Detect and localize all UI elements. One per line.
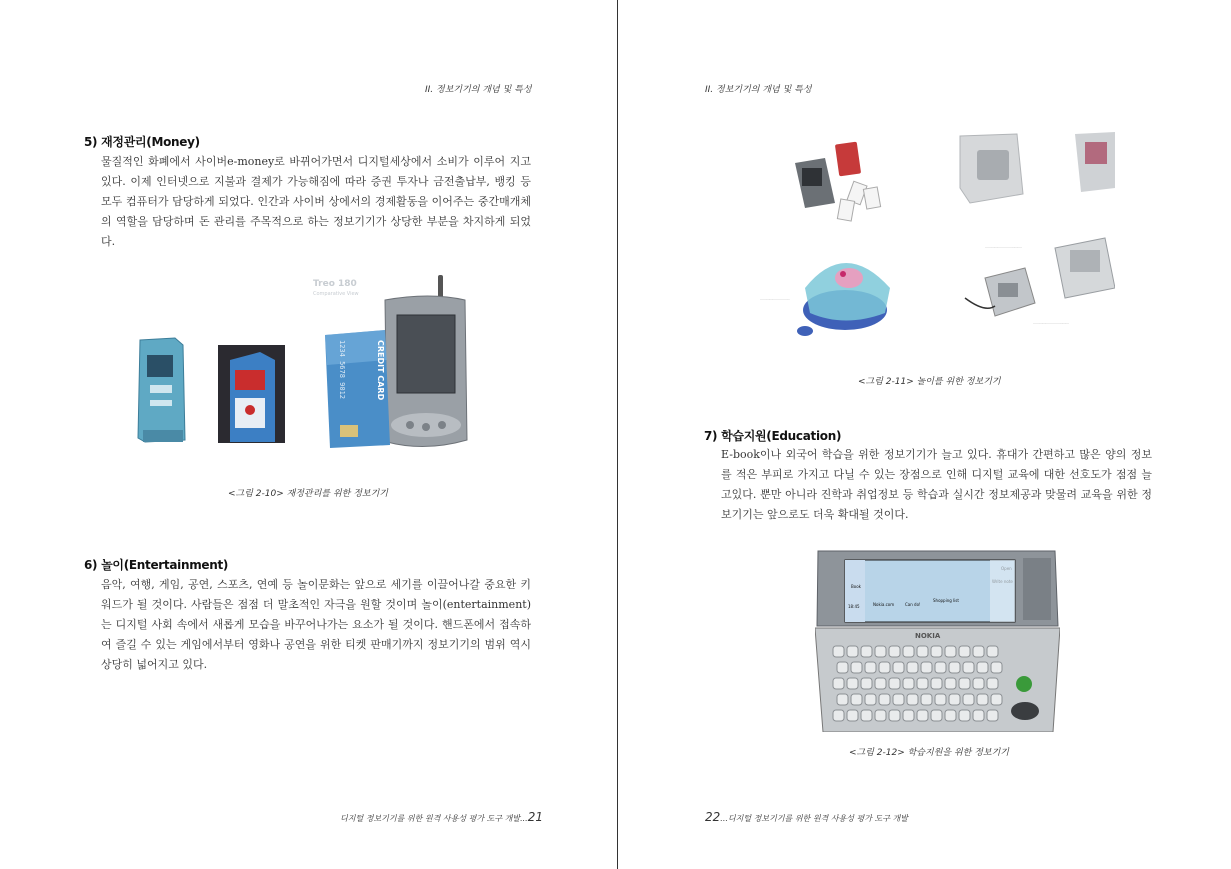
figure-2-12-caption: <그림 2-12> 학습지원을 위한 정보기기 <box>849 748 1009 758</box>
section-title-money: 5) 재정관리(Money) <box>84 135 200 149</box>
keyboard-key <box>861 646 872 657</box>
keyboard-key <box>991 662 1002 673</box>
keyboard-key <box>847 710 858 721</box>
figure-2-10 <box>135 270 475 470</box>
screen-item-nokia: Nokia.com <box>873 602 895 607</box>
page-number-left: 21 <box>527 810 543 824</box>
keyboard-key <box>903 710 914 721</box>
figure-2-12 <box>815 546 1060 732</box>
keyboard-key <box>977 662 988 673</box>
page-number-right: 22 <box>705 810 721 824</box>
running-header-right: II. 정보기기의 개념 및 특성 <box>705 85 812 95</box>
screen-item-book: Book <box>851 584 861 589</box>
keyboard-key <box>917 678 928 689</box>
right-page <box>618 0 1231 869</box>
svg-text:..............................: ...................................... <box>1033 321 1070 325</box>
keyboard-key <box>889 646 900 657</box>
keyboard-key <box>893 662 904 673</box>
keyboard-key <box>879 662 890 673</box>
keyboard-key <box>907 694 918 705</box>
handheld-game-image <box>795 142 881 221</box>
keyboard-key <box>949 662 960 673</box>
footer-title-left: 디지털 정보기기를 위한 원격 사용성 평가 도구 개발... <box>340 814 528 823</box>
keyboard-key <box>921 662 932 673</box>
keyboard-key <box>963 662 974 673</box>
keyboard-key <box>907 662 918 673</box>
figure-2-10-image <box>135 270 475 470</box>
screen-item-cando: Can do! <box>905 602 921 607</box>
running-footer-right <box>705 810 908 824</box>
keyboard-key <box>973 678 984 689</box>
keyboard-key <box>931 710 942 721</box>
keyboard-key <box>865 694 876 705</box>
figure-2-11-caption: <그림 2-11> 놀이를 위한 정보기기 <box>858 377 1001 387</box>
screen-time: 18:45 <box>848 604 860 609</box>
section-title-entertainment: 6) 놀이(Entertainment) <box>84 558 229 572</box>
credit-card-text: CREDIT CARD <box>376 340 385 401</box>
footer-title-right: ...디지털 정보기기를 위한 원격 사용성 평가 도구 개발 <box>720 814 908 823</box>
portable-player-image <box>965 238 1115 316</box>
section-body-money: 물질적인 화폐에서 사이버e-money로 바뀌어가면서 디지털세상에서 소비가 이루어 지고 있다. 이제 인터넷으로 지불과 결제가 가능해짐에 따라 증권 투자나 금전출납부, 뱅킹 등 모두 컴퓨터가 담당하게 되었다. 인간과 사이버 상에서의 경제활동을 이어주는 중간매개체의 역할을 담당하며 돈 관리를 주목적으로 하는 정보기기가 상당한 부분을 차지하게 되었다. <box>101 155 531 248</box>
figure-2-11 <box>755 128 1115 348</box>
ticket-machine-image <box>218 345 285 443</box>
keyboard-key <box>833 678 844 689</box>
keyboard-key <box>917 646 928 657</box>
credit-card-image <box>325 330 390 448</box>
keyboard-key <box>959 646 970 657</box>
svg-text:..............................: ............................... <box>760 297 790 301</box>
keyboard-key <box>987 710 998 721</box>
keyboard-key <box>865 662 876 673</box>
keyboard-key <box>963 694 974 705</box>
bowl-device-image <box>797 263 890 336</box>
figure-2-11-image <box>755 128 1115 348</box>
keyboard-key <box>837 694 848 705</box>
keyboard-key <box>987 678 998 689</box>
section-body-entertainment: 음악, 여행, 게임, 공연, 스포츠, 연예 등 놀이문화는 앞으로 세기를 이끌어나갈 중요한 키워드가 될 것이다. 사람들은 점점 더 말초적인 자극을 원할 것이며 놀이(entertainment)는 디지털 사회 속에서 새롭게 모습을 바꾸어나가는 요소가 될 것이다. 핸드폰에서 접속하여 즐길 수 있는 게임에서부터 영화나 공연을 위한 티켓 판매기까지 정보기기의 범위 역시 상당히 넓어지고 있다. <box>101 578 531 671</box>
keyboard-key <box>935 694 946 705</box>
keyboard-key <box>945 646 956 657</box>
keyboard-key <box>945 678 956 689</box>
svg-text:..............................: ....................................... <box>985 245 1023 249</box>
keyboard-key <box>945 710 956 721</box>
figure-2-12-image <box>815 546 1060 732</box>
running-footer-left <box>340 810 543 824</box>
keyboard-key <box>921 694 932 705</box>
keyboard-key <box>851 694 862 705</box>
keyboard-key <box>903 646 914 657</box>
keyboard-key <box>935 662 946 673</box>
running-header-left: II. 정보기기의 개념 및 특성 <box>425 85 532 95</box>
nokia-brand: NOKIA <box>915 632 941 640</box>
keyboard-key <box>931 646 942 657</box>
keyboard-key <box>903 678 914 689</box>
keyboard-key <box>931 678 942 689</box>
figure-2-10-caption: <그림 2-10> 재정관리를 위한 정보기기 <box>228 489 388 499</box>
keyboard-key <box>991 694 1002 705</box>
treo-sublabel: Comparative View <box>313 291 359 297</box>
keyboard-key <box>861 678 872 689</box>
section-title-education: 7) 학습지원(Education) <box>704 429 842 443</box>
screen-item-shopping: Shopping list <box>933 598 959 603</box>
pda-phone-image <box>385 275 467 447</box>
keyboard-key <box>987 646 998 657</box>
keyboard-key <box>847 678 858 689</box>
keyboard-key <box>833 710 844 721</box>
keyboard-key <box>889 678 900 689</box>
keyboard-key <box>949 694 960 705</box>
keyboard-key <box>977 694 988 705</box>
gray-device-image <box>960 132 1115 203</box>
keyboard-key <box>833 646 844 657</box>
keyboard-key <box>889 710 900 721</box>
keyboard-key <box>959 678 970 689</box>
keyboard-key <box>847 646 858 657</box>
keyboard-key <box>861 710 872 721</box>
treo-label: Treo 180 <box>313 279 357 289</box>
keyboard-key <box>875 678 886 689</box>
credit-card-number: 1234 5678 9012 <box>338 340 346 400</box>
keyboard-key <box>837 662 848 673</box>
keyboard-key <box>893 694 904 705</box>
keyboard-key <box>917 710 928 721</box>
keyboard-key <box>959 710 970 721</box>
section-body-education: E-book이나 외국어 학습을 위한 정보기기가 늘고 있다. 휴대가 간편하고 많은 양의 정보를 적은 부피로 가지고 다닐 수 있는 장점으로 인해 디지털 교육에 대한 선호도가 점점 늘고있다. 뿐만 아니라 진학과 취업정보 등 학습과 실시간 정보제공과 맞물려 교육을 위한 정보기기는 앞으로도 더욱 확대될 것이다. <box>721 448 1152 521</box>
keyboard-key <box>875 710 886 721</box>
atm-kiosk-image <box>138 338 185 442</box>
keyboard-key <box>879 694 890 705</box>
keyboard-key <box>875 646 886 657</box>
keyboard-key <box>973 710 984 721</box>
keyboard-key <box>973 646 984 657</box>
keyboard-key <box>851 662 862 673</box>
